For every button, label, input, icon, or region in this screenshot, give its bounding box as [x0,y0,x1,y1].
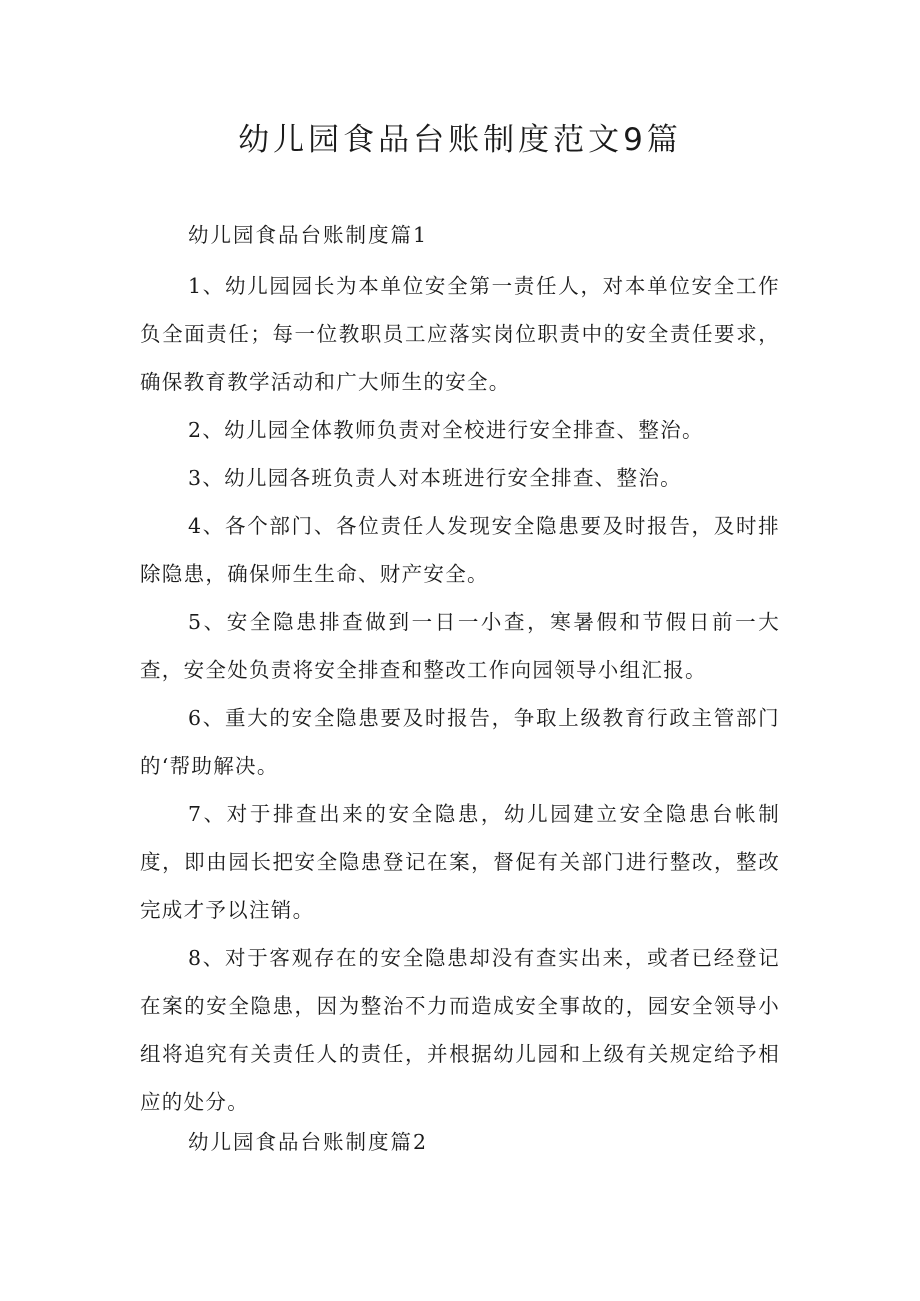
section-heading-2: 幼儿园食品台账制度篇2 [188,1130,429,1154]
paragraph-2: 2、幼儿园全体教师负责对全校进行安全排查、整治。 [188,418,704,442]
paragraph-4: 4、各个部门、各位责任人发现安全隐患要及时报告，及时排除隐患，确保师生生命、财产安全。 [140,514,780,586]
section-heading-1: 幼儿园食品台账制度篇1 [188,223,429,247]
paragraph-3: 3、幼儿园各班负责人对本班进行安全排查、整治。 [188,466,682,490]
paragraph-7: 7、对于排查出来的安全隐患，幼儿园建立安全隐患台帐制度，即由园长把安全隐患登记在案，督促有关部门进行整改，整改完成才予以注销。 [140,802,780,922]
paragraph-6: 6、重大的安全隐患要及时报告，争取上级教育行政主管部门的‘帮助解决。 [140,706,780,778]
document-body [140,211,780,1169]
paragraph-5: 5、安全隐患排查做到一日一小查，寒暑假和节假日前一大查，安全处负责将安全排查和整改工作向园领导小组汇报。 [140,610,780,682]
paragraph-8: 8、对于客观存在的安全隐患却没有查实出来，或者已经登记在案的安全隐患，因为整治不力而造成安全事故的，园安全领导小组将追究有关责任人的责任，并根据幼儿园和上级有关规定给予相应的处分。 [140,946,780,1114]
paragraph-1: 1、幼儿园园长为本单位安全第一责任人，对本单位安全工作负全面责任；每一位教职员工应落实岗位职责中的安全责任要求，确保教育教学活动和广大师生的安全。 [140,274,780,394]
document-title: 幼儿园食品台账制度范文9篇 [238,122,682,158]
